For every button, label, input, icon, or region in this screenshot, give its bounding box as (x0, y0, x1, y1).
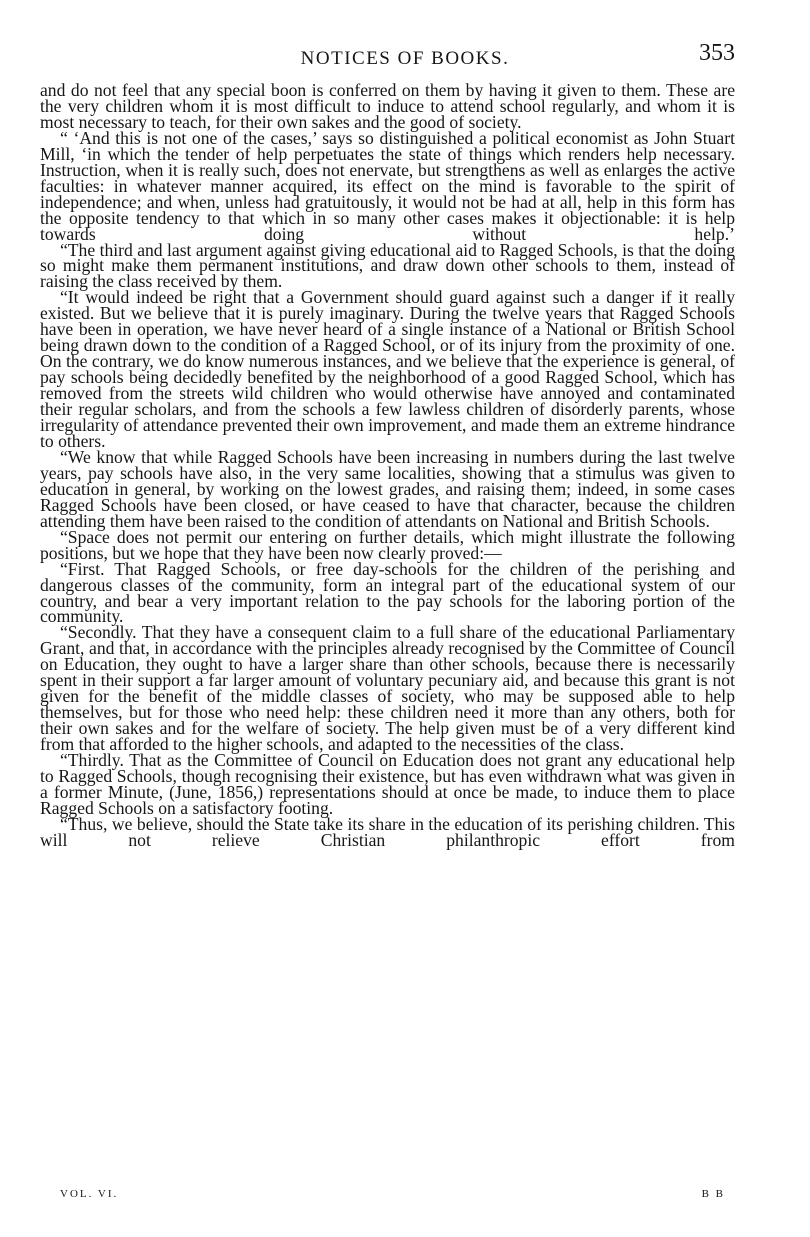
volume-number: VOL. VI. (60, 1188, 119, 1200)
paragraph: “Thus, we believe, should the State take its share in the education of its perishing children. This will not relieve Christian philanthropic effort from (40, 813, 735, 850)
paragraph: “ ‘And this is not one of the cases,’ says so distinguished a political economist as John Stuart Mill, ‘in which the tender of help perpetuates the state of things which renders help necessary. Instruction, when it is really such, does not enervate, but strengthens as well as enlarges the active faculties: in whatever manner acquired, its effect on the mind is favorable to the spirit of independence; and when, unless had gratuitously, it would not be had at all, help in this form has the opposite tendency to that which in so many other cases makes it objectionable: it is help towards doing without help.’ (40, 127, 735, 244)
paragraph: “We know that while Ragged Schools have been increasing in numbers during the last twelve years, pay schools have also, in the very same localities, showing that a stimulus was given to education in general, by working on the lowest grades, and raising them; indeed, in some cases Ragged Schools have been closed, or have ceased to have that character, because the children attending them have been raised to the condition of attendants on National and British Schools. (40, 446, 735, 531)
running-title: NOTICES OF BOOKS. (300, 48, 510, 69)
page-number: 353 (699, 40, 735, 66)
signature-mark: B B (701, 1188, 725, 1200)
paragraph: “Space does not permit our entering on further details, which might illustrate the following positions, but we hope that they have been now clearly proved:— (40, 526, 735, 563)
body-text (40, 80, 735, 850)
paragraph: “The third and last argument against giving educational aid to Ragged Schools, is that the doing so might make them permanent institutions, and draw down other schools to them, instead of raising the class received by them. (40, 239, 735, 292)
paragraph: and do not feel that any special boon is conferred on them by having it given to them. These are the very children whom it is most difficult to induce to attend school regularly, and whom it is most necessary to teach, for their own sakes and the good of society. (40, 80, 735, 132)
paragraph: “It would indeed be right that a Government should guard against such a danger if it really existed. But we believe that it is purely imaginary. During the twelve years that Ragged Schools have been in operation, we have never heard of a single instance of a National or British School being drawn down to the condition of a Ragged School, or of its injury from the proximity of one. On the contrary, we do know numerous instances, and we believe that the experience is general, of pay schools being decidedly benefited by the neighborhood of a good Ragged School, which has removed from the streets wild children who would otherwise have annoyed and contaminated their regular scholars, and from the schools a few lawless children of disorderly parents, whose irregularity of attendance prevented their own improvement, and made them an extreme hindrance to others. (40, 287, 735, 451)
paragraph: “Thirdly. That as the Committee of Council on Education does not grant any educational help to Ragged Schools, though recognising their existence, but has even withdrawn what was given in a former Minute, (June, 1856,) representations should at once be made, to induce them to place Ragged Schools on a satisfactory footing. (40, 750, 735, 818)
paragraph: “Secondly. That they have a consequent claim to a full share of the educational Parliamentary Grant, and that, in accordance with the principles already recognised by the Committee of Council on Education, they ought to have a larger share than other schools, because there is necessarily spent in their support a far larger amount of voluntary pecuniary aid, and because this grant is not given for the benefit of the middle classes of society, who may be supposed able to help themselves, but for those who need help: these children need it more than any others, both for their own sakes and for the welfare of society. The help given must be of a very different kind from that afforded to the higher schools, and adapted to the necessities of the class. (40, 622, 735, 755)
paragraph: “First. That Ragged Schools, or free day-schools for the children of the perishing and dangerous classes of the community, form an integral part of the educational system of our country, and bear a very important relation to the pay schools for the laboring portion of the community. (40, 558, 735, 627)
